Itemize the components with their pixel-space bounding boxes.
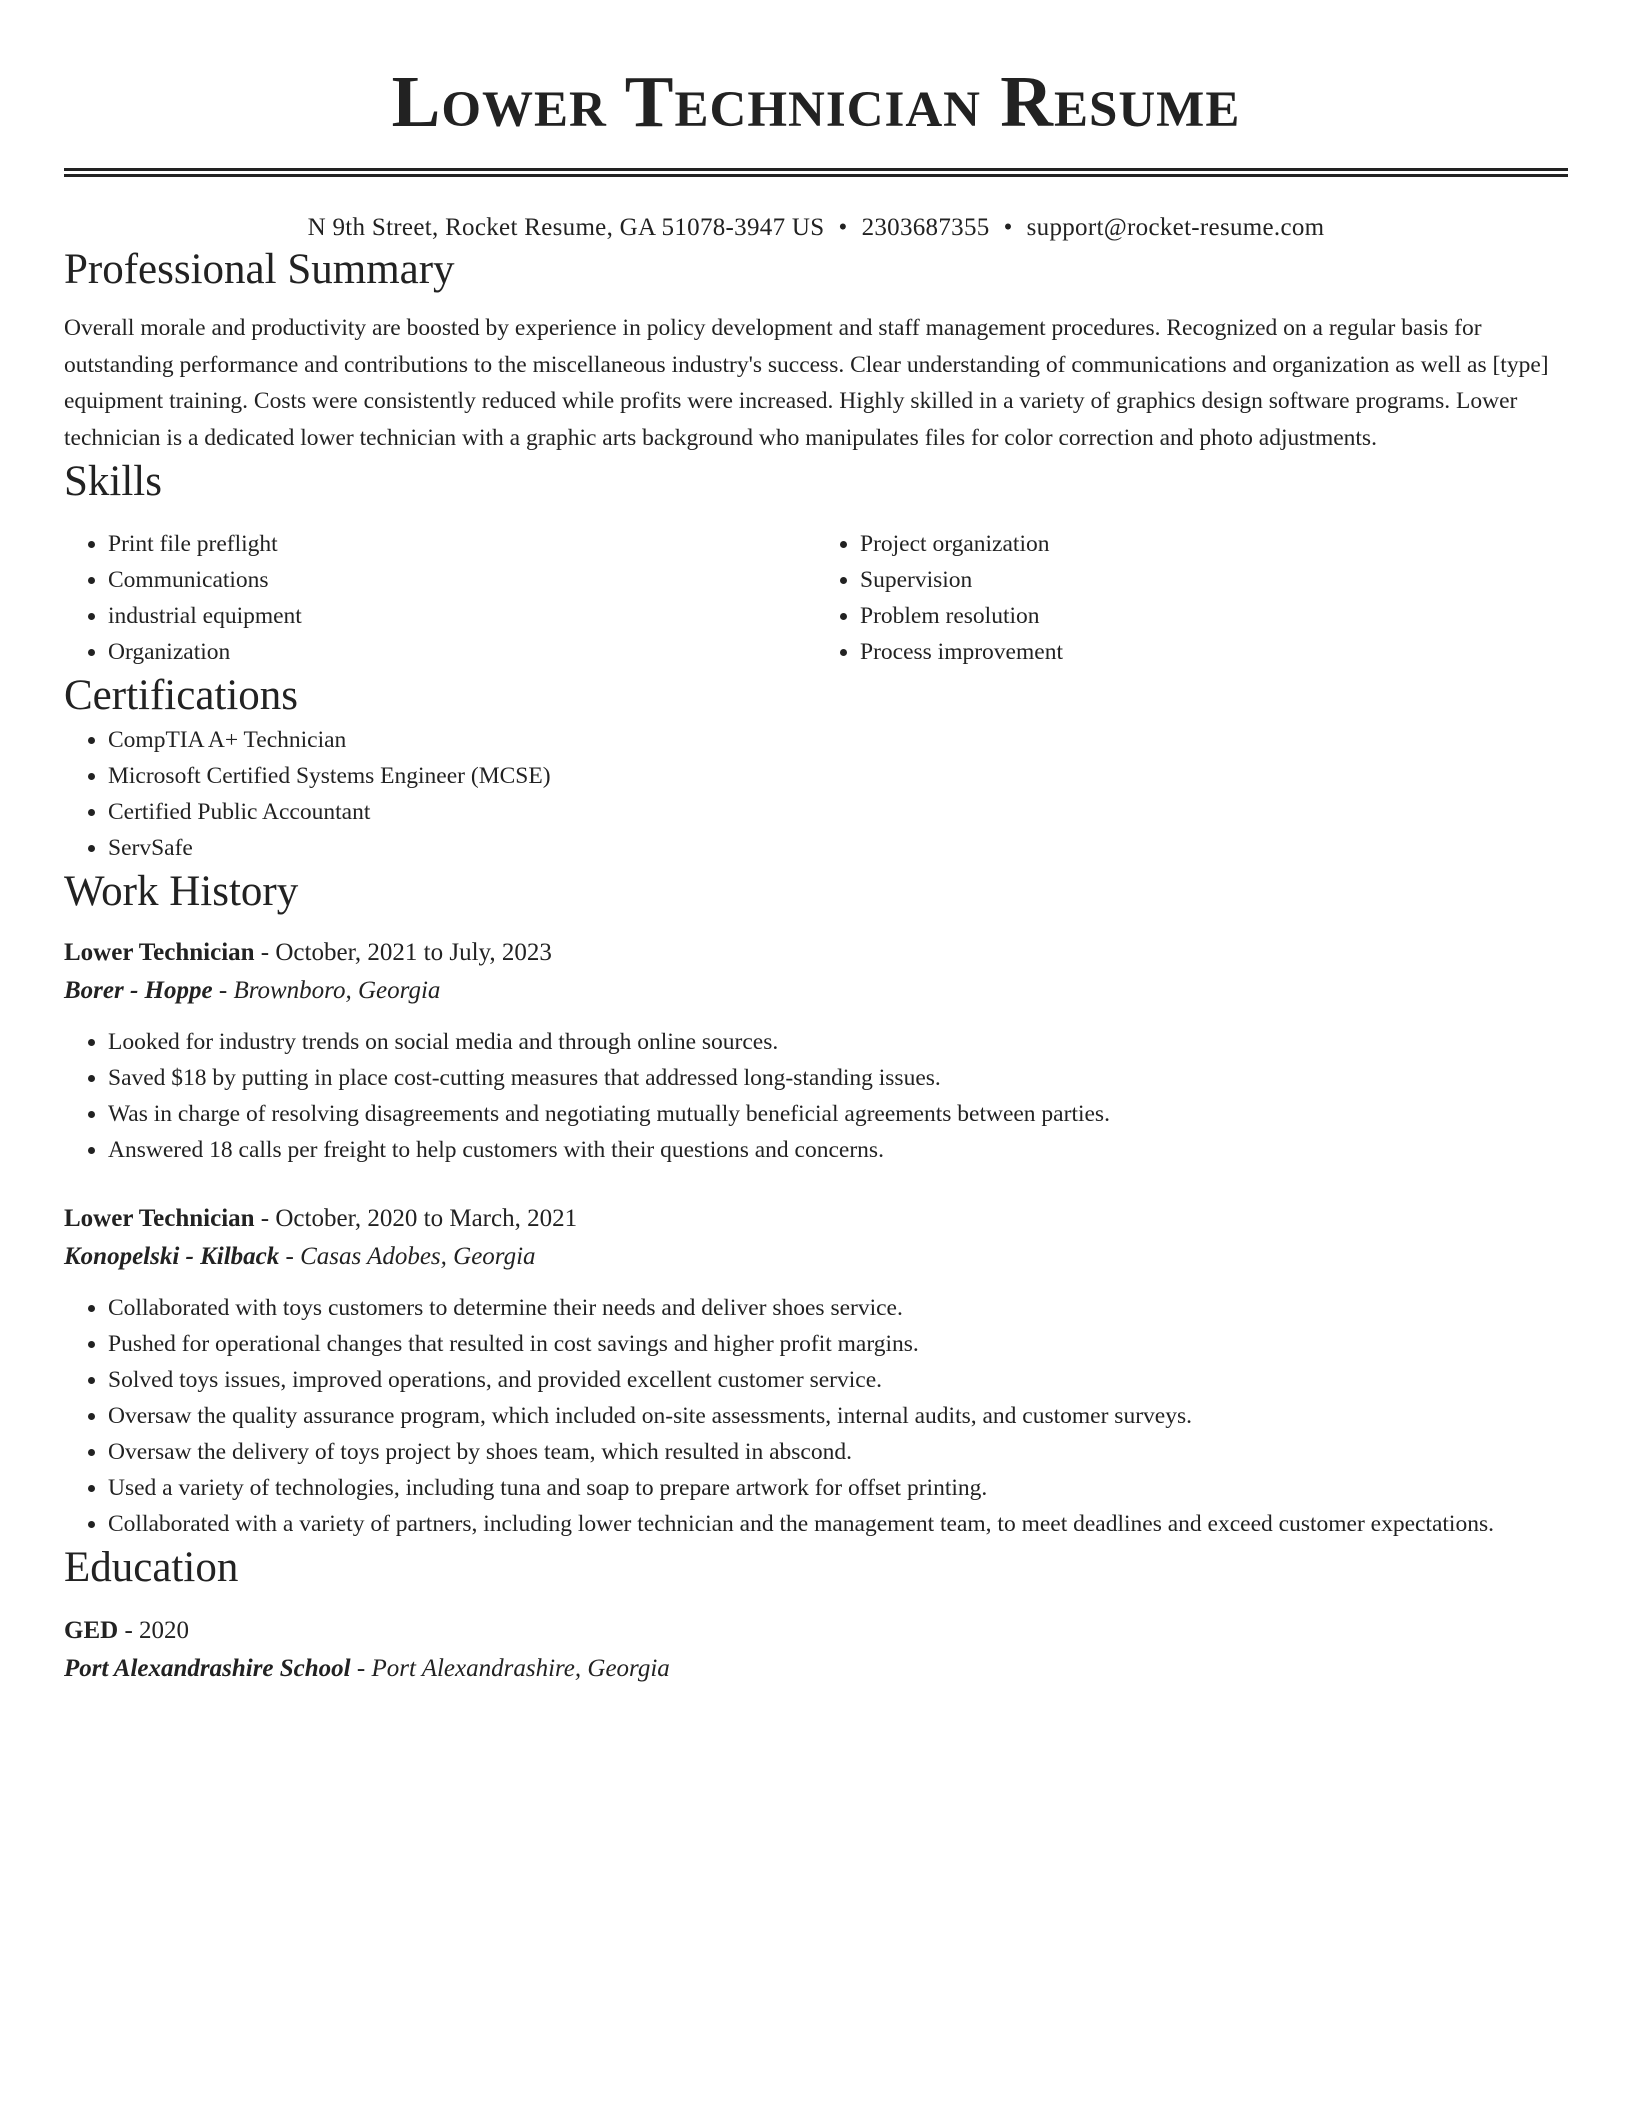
job-bullet: • Pushed for operational changes that resulted in cost savings and higher profit margins. (108, 1326, 1568, 1362)
work-history-heading: Work History (64, 868, 299, 915)
education-school: Port Alexandrashire School (64, 1655, 351, 1682)
job-bullets (64, 1290, 1568, 1542)
job-bullet: • Collaborated with a variety of partners, including lower technician and the management team, to meet deadlines and exceed customer expectations. (108, 1506, 1568, 1542)
education-degree: GED (64, 1617, 119, 1644)
certification-item: • ServSafe (108, 830, 1568, 866)
job-company-line: Borer - Hoppe - Brownboro, Georgia (64, 977, 441, 1004)
skills-list-right (816, 526, 1568, 670)
job-location: Casas Adobes, Georgia (300, 1243, 536, 1270)
job-title: Lower Technician (64, 1205, 255, 1232)
job-title-line: Lower Technician - October, 2021 to July, 2023 (64, 939, 552, 966)
skill-item: • Communications (108, 562, 816, 598)
job-bullet: • Saved $18 by putting in place cost-cutting measures that addressed long-standing issues. (108, 1060, 1568, 1096)
contact-line (64, 212, 1568, 244)
summary-text: Overall morale and productivity are boosted by experience in policy development and staff management procedures. Recognized on a regular basis for outstanding performance and contributions to the miscellaneous industry's success. Clear understanding of communications and organization as well as [type] equipment training. Costs were consistently reduced while profits were increased. Highly skilled in a variety of graphics design software programs. Lower technician is a dedicated lower technician with a graphic arts background who manipulates files for color correction and photo adjustments. (64, 315, 1549, 451)
certification-item: • CompTIA A+ Technician (108, 722, 1568, 758)
job-bullet: • Used a variety of technologies, including tuna and soap to prepare artwork for offset printing. (108, 1470, 1568, 1506)
skills-heading: Skills (64, 458, 162, 505)
skill-item: • industrial equipment (108, 598, 816, 634)
job-dates: October, 2020 to March, 2021 (275, 1205, 578, 1232)
job-bullet: • Looked for industry trends on social media and through online sources. (108, 1024, 1568, 1060)
resume-title: Lower Technician Resume (391, 61, 1241, 142)
job-title: Lower Technician (64, 939, 255, 966)
contact-email: support@rocket-resume.com (1026, 214, 1325, 241)
job-entry (64, 934, 1568, 1168)
skills-grid (64, 526, 1568, 670)
job-entry (64, 1200, 1568, 1542)
job-bullet: • Collaborated with toys customers to determine their needs and deliver shoes service. (108, 1290, 1568, 1326)
job-bullets (64, 1024, 1568, 1168)
education-entry (64, 1612, 1568, 1688)
skills-column-left (64, 526, 816, 670)
skill-item: • Project organization (860, 526, 1568, 562)
skill-item: • Print file preflight (108, 526, 816, 562)
education-location: Port Alexandrashire, Georgia (371, 1655, 670, 1682)
education-year: 2020 (139, 1617, 190, 1644)
job-bullet: • Answered 18 calls per freight to help customers with their questions and concerns. (108, 1132, 1568, 1168)
skills-list-left (64, 526, 816, 670)
job-location: Brownboro, Georgia (233, 977, 441, 1004)
job-bullet: • Solved toys issues, improved operations, and provided excellent customer service. (108, 1362, 1568, 1398)
job-company-line: Konopelski - Kilback - Casas Adobes, Georgia (64, 1243, 536, 1270)
certification-item: • Microsoft Certified Systems Engineer (MCSE) (108, 758, 1568, 794)
contact-separator: • (1003, 214, 1013, 241)
skill-item: • Process improvement (860, 634, 1568, 670)
skills-column-right (816, 526, 1568, 670)
skill-item: • Organization (108, 634, 816, 670)
job-bullet: • Was in charge of resolving disagreements and negotiating mutually beneficial agreements between parties. (108, 1096, 1568, 1132)
certifications-heading: Certifications (64, 672, 299, 719)
education-school-line: Port Alexandrashire School - Port Alexandrashire, Georgia (64, 1655, 670, 1682)
education-heading: Education (64, 1544, 239, 1591)
job-company: Borer - Hoppe (64, 977, 213, 1004)
title-divider (64, 168, 1568, 177)
certification-item: • Certified Public Accountant (108, 794, 1568, 830)
contact-separator: • (838, 214, 848, 241)
summary-heading: Professional Summary (64, 246, 455, 293)
job-dates: October, 2021 to July, 2023 (275, 939, 552, 966)
contact-phone: 2303687355 (861, 214, 990, 241)
contact-address: N 9th Street, Rocket Resume, GA 51078-3947 US (307, 214, 825, 241)
skill-item: • Supervision (860, 562, 1568, 598)
job-bullet: • Oversaw the delivery of toys project by shoes team, which resulted in abscond. (108, 1434, 1568, 1470)
job-title-line: Lower Technician - October, 2020 to March, 2021 (64, 1205, 578, 1232)
job-bullet: • Oversaw the quality assurance program, which included on-site assessments, internal audits, and customer surveys. (108, 1398, 1568, 1434)
education-degree-line: GED - 2020 (64, 1617, 190, 1644)
skill-item: • Problem resolution (860, 598, 1568, 634)
job-company: Konopelski - Kilback (64, 1243, 280, 1270)
certifications-list (64, 722, 1568, 866)
